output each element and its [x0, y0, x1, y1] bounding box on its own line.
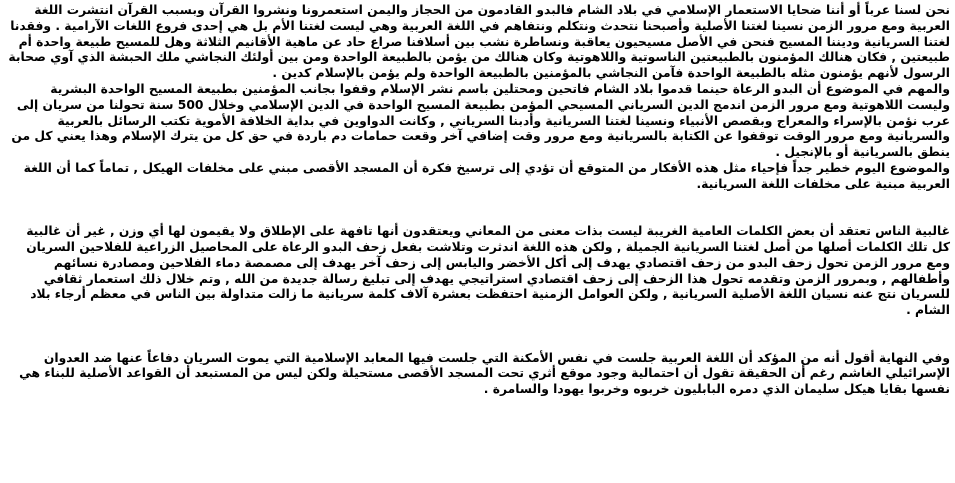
paragraph-2: والمهم في الموضوع أن البدو الرعاة حينما قدموا بلاد الشام فاتحين ومحتلين باسم نشر الإسلام وقفوا بجانب المؤمنين بطبيعة المسيح الواحدة البشرية وليست اللاهوتية ومع مرور الزمن اندمج الدين السرياني المسيحي المؤمن بطبيعة المسيح الواحدة في الدين الإسلامي وخلال 500 سنة تحولنا من سريان إلى عرب نؤمن بالإسراء والمعراج وبقصص الأنبياء ونسينا لغتنا السريانية وأدبنا السرياني , وكانت الدواوين في بداية الخلافة الأموية تكتب الرسائل بالعربية والسريانية ومع مرور الوقت توقفوا عن الكتابة بالسريانية ومع مرور وقت إضافي آخر وقعت حمامات دم باردة في حق كل من يترك الإسلام وهذا يعني كل من ينطق بالسريانية أو بالإنجيل . [11, 81, 950, 160]
article-body [6, 3, 950, 398]
paragraph-1: نحن لسنا عرباً أو أننا ضحايا الاستعمار الإسلامي في بلاد الشام فالبدو القادمون من الحجاز واليمن استعمرونا ونشروا القرآن وبسبب القرآن انتشرت اللغة العربية ومع مرور الزمن نسينا لغتنا الأصلية وأصبحنا نتحدث ونتكلم ونتفاهم في اللغة العربية وهي ليست لغتنا الأم بل هي إحدى فروع اللغات الآرامية . وفقدنا لغتنا السريانية وديننا المسيح فنحن في الأصل مسيحيون يعاقبة ونساطرة نشب بين أسلافنا صراع حاد عن ماهية الأقانيم الثلاثة وهل للمسيح طبيعة واحدة أم طبيعتين , فكان هنالك المؤمنون بالطبيعتين الناسوتية واللاهوتية وكان هنالك من يؤمن بالطبيعة الواحدة ومن بين أولئك النجاشي ملك الحبشة الذي آوي صحابة الرسول لأنهم يؤمنون مثله بالطبيعة الواحدة فآمن النجاشي بالمؤمنين بالطبيعة الواحدة ولم يؤمن بالإسلام كدين . [8, 3, 950, 81]
paragraph-4: غالبية الناس تعتقد أن بعض الكلمات العامية الغريبة ليست بذات معنى من المعاني ويعتقدون أنها تافهة على الإطلاق ولا يقيمون لها أي وزن , غير أن غالبية كل تلك الكلمات أصلها من أصل لغتنا السريانية الجميلة , ولكن هذه اللغة اندثرت وتلاشت بفعل زحف البدو الرعاة على المحاصيل الزراعية للفلاحين السريان ومع مرور الزمن تحول زحف البدو من زحف اقتصادي يهدف إلى أكل الأخضر واليابس إلى زحف آخر يهدف إلى مصمصة دماء الفلاحين ومصادرة نسائهم وأطفالهم , وبمرور الزمن وتقدمه تحول هذا الزحف إلى زحف اقتصادي استراتيجي يهدف إلى تبليغ رسالة جديدة من الله , وتم خلال ذلك استعمار ثقافي للسريان نتج عنه نسيان اللغة الأصلية السريانية , ولكن العوامل الزمنية احتفظت بعشرة آلاف كلمة سريانية ما زالت متداولة بين الناس في معظم أرجاء بلاد الشام . [26, 224, 950, 318]
paragraph-3: والموضوع اليوم خطير جداً فإحياء مثل هذه الأفكار من المتوقع أن تؤدي إلى ترسيخ فكرة أن المسجد الأقصى مبني على مخلفات الهيكل , تماماً كما أن اللغة العربية مبنية على مخلفات اللغة السريانية. [23, 160, 950, 191]
paragraph-spacer [6, 193, 950, 225]
paragraph-5: وفي النهاية أقول أنه من المؤكد أن اللغة العربية جلست في نفس الأمكنة التي جلست فيها المعابد الإسلامية التي يموت السريان دفاعاً عنها ضد العدوان الإسرائيلي الغاشم رغم أن الحقيقة تقول أن احتمالية وجود موقع أثري تحت المسجد الأقصى مستحيلة ولكن ليس من المستبعد أن القواعد الأصلية للبناء هي نفسها بقايا هيكل سليمان الذي دمره البابليون خربوه وخربوا يهودا والسامرة . [19, 350, 950, 397]
paragraph-spacer [6, 319, 950, 351]
